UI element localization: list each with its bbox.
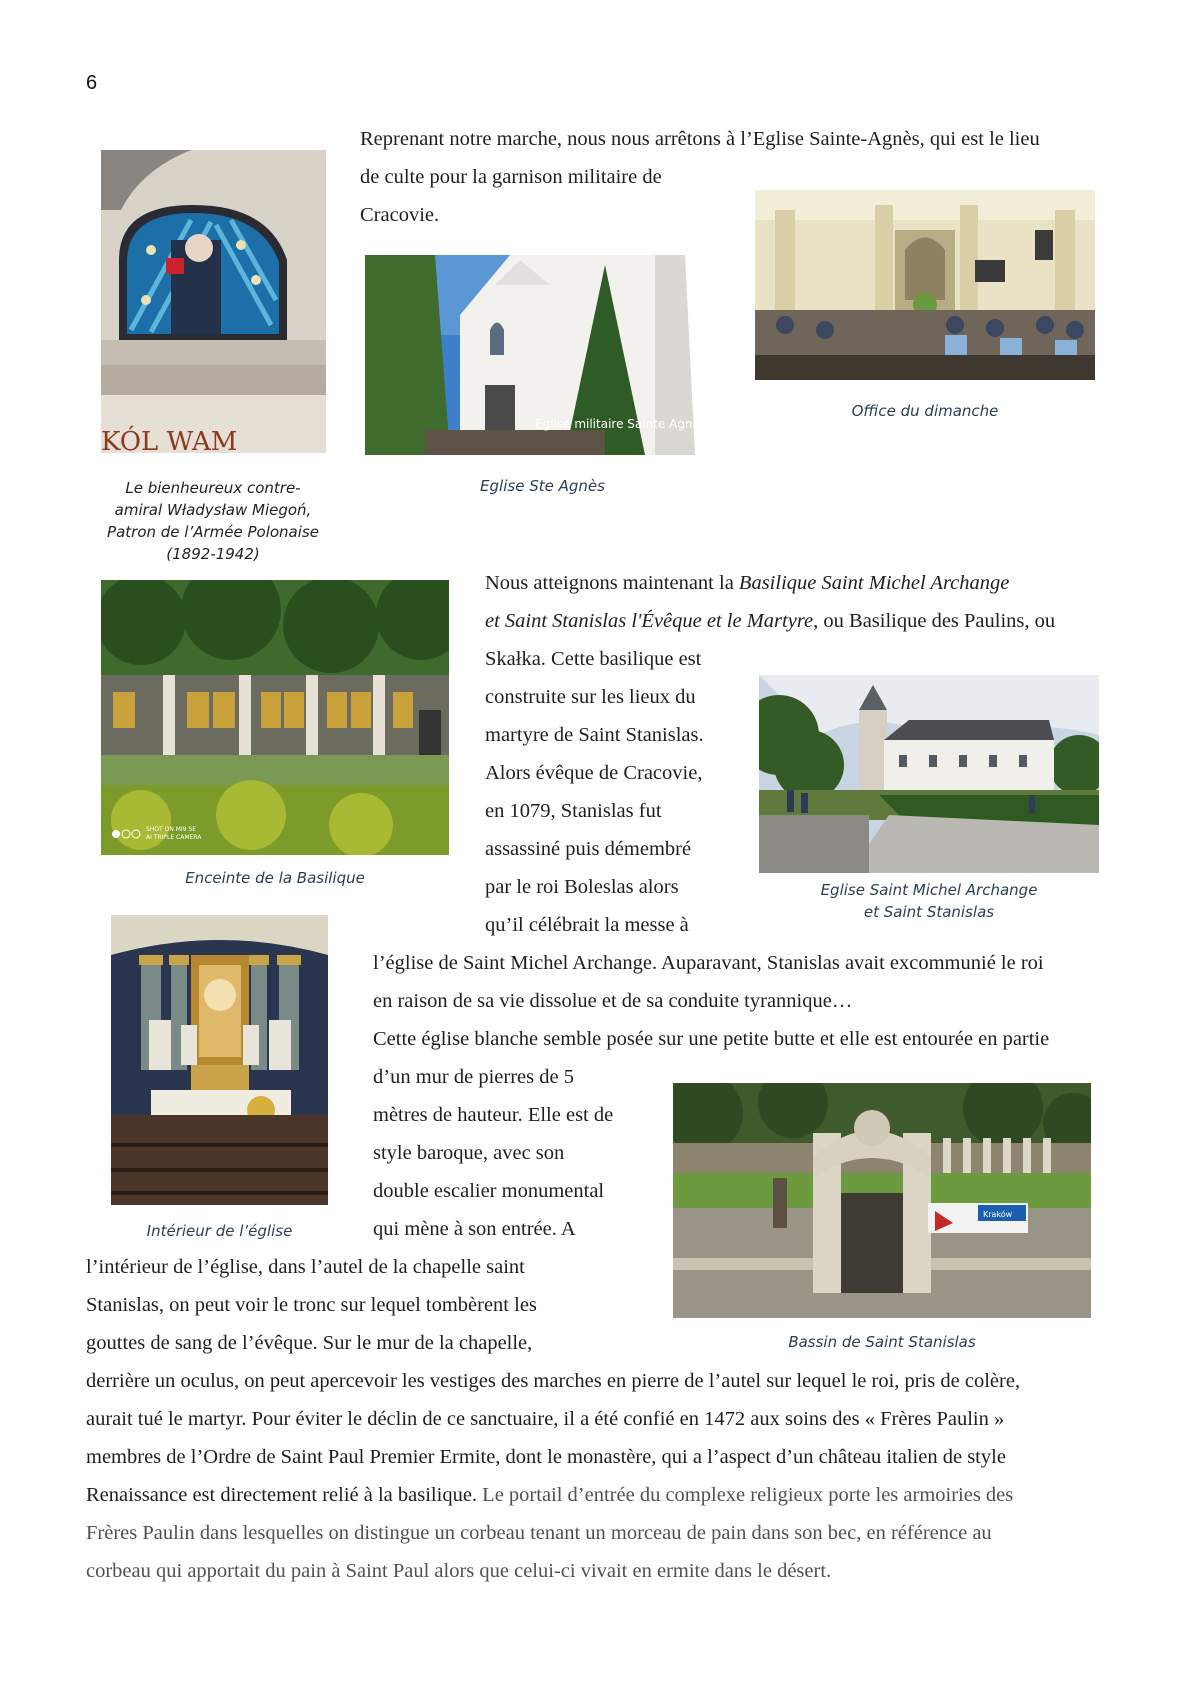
text-line: en 1079, Stanislas fut xyxy=(485,800,662,822)
sunday-mass-photo xyxy=(755,190,1095,380)
stanislas-pool-photo xyxy=(673,1083,1091,1318)
saint-michel-church-photo xyxy=(759,675,1099,873)
caption-bassin: Bassin de Saint Stanislas xyxy=(788,1333,976,1351)
text-line xyxy=(485,607,1055,635)
text-line: Cracovie. xyxy=(360,204,440,226)
text-line xyxy=(485,569,1009,597)
text-line: double escalier monumental xyxy=(373,1180,605,1202)
text-line: d’un mur de pierres de 5 xyxy=(373,1066,574,1088)
caption-vitrail xyxy=(98,477,328,565)
basilica-name-cont: et Saint Stanislas l'Évêque et le Martyre xyxy=(485,610,814,632)
text-line: Alors évêque de Cracovie, xyxy=(485,762,703,784)
text-line: gouttes de sang de l’évêque. Sur le mur de la chapelle, xyxy=(86,1332,533,1354)
text-run: Renaissance est directement relié à la basilique. xyxy=(86,1484,483,1506)
text-line: mètres de hauteur. Elle est de xyxy=(373,1104,614,1126)
caption-line: amiral Władysław Miegoń, xyxy=(114,501,312,519)
text-line: de culte pour la garnison militaire de xyxy=(360,166,662,188)
camera-watermark-2: AI TRIPLE CAMERA xyxy=(146,834,202,841)
text-line: l’intérieur de l’église, dans l’autel de la chapelle saint xyxy=(86,1256,525,1278)
text-run: Nous atteignons maintenant la xyxy=(485,572,739,594)
text-line: membres de l’Ordre de Saint Paul Premier Ermite, dont le monastère, qui a l’aspect d’un château italien de style xyxy=(86,1446,1006,1468)
caption-michel xyxy=(759,879,1099,923)
text-line: l’église de Saint Michel Archange. Auparavant, Stanislas avait excommunié le roi xyxy=(373,952,1044,974)
text-line: Stanislas, on peut voir le tronc sur lequel tombèrent les xyxy=(86,1294,537,1316)
page-number: 6 xyxy=(86,72,98,94)
text-line: qui mène à son entrée. A xyxy=(373,1218,576,1240)
stained-glass-photo xyxy=(101,150,326,453)
text-line: derrière un oculus, on peut apercevoir les vestiges des marches en pierre de l’autel sur lequel le roi, pris de colère, xyxy=(86,1370,1021,1392)
text-run-gray: Le portail d’entrée du complexe religieux porte les armoiries des xyxy=(482,1484,1014,1506)
text-line: style baroque, avec son xyxy=(373,1142,565,1164)
text-line: aurait tué le martyr. Pour éviter le déclin de ce sanctuaire, il a été confié en 1472 aux soins des « Frères Paulin » xyxy=(86,1408,1005,1430)
text-line: en raison de sa vie dissolue et de sa conduite tyrannique… xyxy=(373,990,853,1012)
text-line: corbeau qui apportait du pain à Saint Paul alors que celui-ci vivait en ermite dans le désert. xyxy=(86,1560,832,1582)
caption-line: Eglise Saint Michel Archange xyxy=(820,881,1038,899)
caption-interieur: Intérieur de l’église xyxy=(146,1222,293,1240)
camera-watermark-1: SHOT ON MI9 SE xyxy=(146,826,197,833)
caption-office: Office du dimanche xyxy=(851,402,999,420)
text-line: construite sur les lieux du xyxy=(485,686,696,708)
caption-line: Le bienheureux contre- xyxy=(125,479,301,497)
text-line xyxy=(86,1481,1013,1509)
text-line: Reprenant notre marche, nous nous arrêtons à l’Eglise Sainte-Agnès, qui est le lieu xyxy=(360,128,1040,150)
caption-line: (1892-1942) xyxy=(166,545,260,563)
caption-line: Patron de l’Armée Polonaise xyxy=(107,523,319,541)
text-line: assassiné puis démembré xyxy=(485,838,692,860)
text-line: martyre de Saint Stanislas. xyxy=(485,724,704,746)
caption-line: et Saint Stanislas xyxy=(863,903,995,921)
basilica-enclosure-photo xyxy=(101,580,449,855)
basilica-name: Basilique Saint Michel Archange xyxy=(738,572,1010,594)
text-line: qu’il célébrait la messe à xyxy=(485,914,689,936)
text-line: Cette église blanche semble posée sur une petite butte et elle est entourée en partie xyxy=(373,1028,1050,1050)
text-line: par le roi Boleslas alors xyxy=(485,876,679,898)
text-run: , ou Basilique des Paulins, ou xyxy=(813,610,1056,632)
text-line: Skałka. Cette basilique est xyxy=(485,648,702,670)
photo-watermark: Eglise militaire Sainte Agnès xyxy=(535,417,707,431)
caption-agnes: Eglise Ste Agnès xyxy=(480,477,605,495)
text-line: Frères Paulin dans lesquelles on distingue un corbeau tenant un morceau de pain dans son bec, en référence au xyxy=(86,1522,992,1544)
vitrail-letters: KÓL WAM xyxy=(101,427,238,453)
krakow-sign: Kraków xyxy=(983,1210,1013,1219)
agnes-church-photo xyxy=(365,255,720,455)
caption-enceinte: Enceinte de la Basilique xyxy=(185,869,365,887)
church-interior-photo xyxy=(111,915,328,1205)
